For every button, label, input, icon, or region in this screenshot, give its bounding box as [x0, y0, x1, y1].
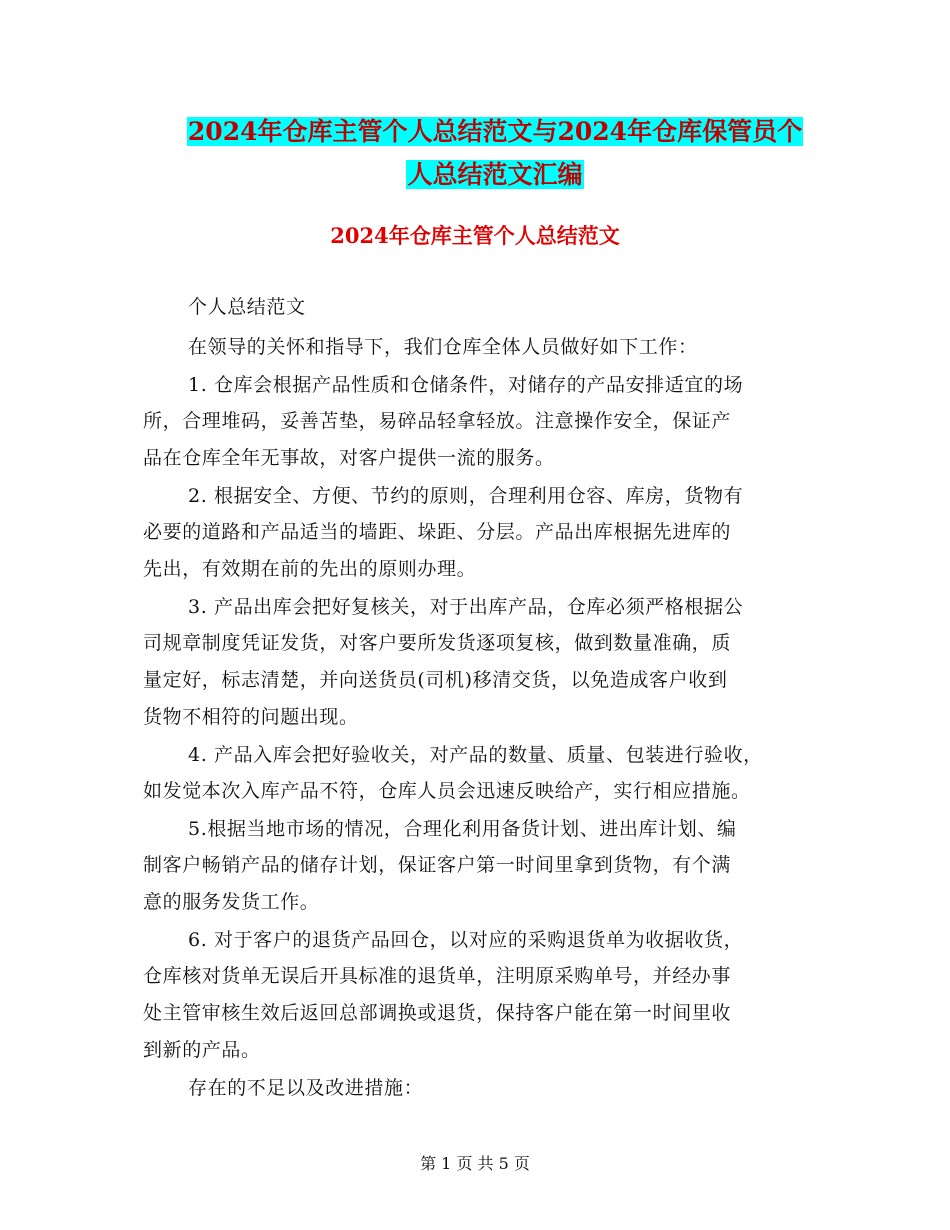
page-footer: 第 1 页 共 5 页	[420, 1154, 530, 1173]
body-line: 意的服务发货工作。	[143, 891, 320, 913]
body-line: 3. 产品出库会把好复核关，对于出库产品，仓库必须严格根据公	[188, 596, 744, 618]
document-title-line-2	[120, 155, 870, 195]
body-line: 个人总结范文	[188, 296, 306, 318]
body-line: 仓库核对货单无误后开具标准的退货单，注明原采购单号，并经办事	[143, 965, 732, 987]
body-line: 货物不相符的问题出现。	[143, 706, 359, 728]
body-line: 处主管审核生效后返回总部调换或退货，保持客户能在第一时间里收	[143, 1002, 732, 1024]
document-title-line-1	[120, 112, 870, 152]
body-line: 到新的产品。	[143, 1039, 261, 1061]
body-line: 先出，有效期在前的先出的原则办理。	[143, 558, 477, 580]
title-highlight: 人总结范文汇编	[407, 160, 583, 189]
body-line: 1. 仓库会根据产品性质和仓储条件，对储存的产品安排适宜的场	[188, 374, 744, 396]
body-line: 制客户畅销产品的储存计划，保证客户第一时间里拿到货物，有个满	[143, 854, 732, 876]
body-line: 6. 对于客户的退货产品回仓，以对应的采购退货单为收据收货，	[188, 929, 744, 951]
body-line: 必要的道路和产品适当的墙距、垛距、分层。产品出库根据先进库的	[143, 521, 732, 543]
body-line: 2. 根据安全、方便、节约的原则，合理利用仓容、库房，货物有	[188, 485, 744, 507]
section-title: 2024年仓库主管个人总结范文	[330, 223, 620, 248]
body-line: 存在的不足以及改进措施：	[188, 1077, 424, 1099]
body-line: 量定好，标志清楚，并向送货员(司机)移清交货，以免造成客户收到	[143, 669, 728, 691]
body-line: 所，合理堆码，妥善苫垫，易碎品轻拿轻放。注意操作安全，保证产	[143, 410, 732, 432]
body-line: 在领导的关怀和指导下，我们仓库全体人员做好如下工作：	[188, 336, 698, 358]
title-highlight: 2024年仓库主管个人总结范文与2024年仓库保管员个	[187, 117, 803, 146]
body-line: 如发觉本次入库产品不符，仓库人员会迅速反映给产，实行相应措施。	[143, 780, 751, 802]
body-line: 司规章制度凭证发货，对客户要所发货逐项复核，做到数量准确，质	[143, 632, 732, 654]
body-line: 4. 产品入库会把好验收关，对产品的数量、质量、包装进行验收，	[188, 744, 763, 766]
body-line: 5.根据当地市场的情况，合理化利用备货计划、进出库计划、编	[188, 818, 737, 840]
body-line: 品在仓库全年无事故，对客户提供一流的服务。	[143, 447, 555, 469]
